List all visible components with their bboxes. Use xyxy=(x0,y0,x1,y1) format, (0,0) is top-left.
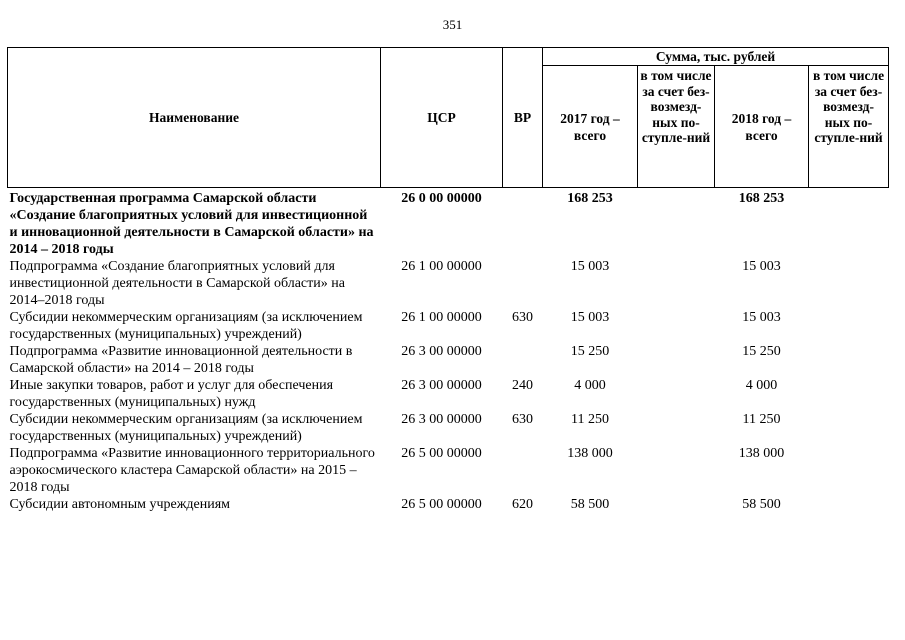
row-csr: 26 1 00 00000 xyxy=(401,259,482,274)
row-vr xyxy=(503,258,543,309)
row-2017-free xyxy=(638,343,715,377)
row-name: Субсидии некоммерческим организациям (за исключением государственных (муниципальных) учреждений) xyxy=(9,412,363,444)
row-csr: 26 3 00 00000 xyxy=(401,412,482,427)
column-header-sum-group: Сумма, тыс. рублей xyxy=(543,48,889,66)
budget-table xyxy=(7,47,889,513)
column-header-2017-free: в том числе за счет без-возмезд-ных по-ступле-ний xyxy=(638,66,715,188)
row-2018-total: 138 000 xyxy=(738,446,785,461)
row-csr: 26 0 00 00000 xyxy=(401,191,482,206)
row-csr: 26 5 00 00000 xyxy=(401,497,482,512)
row-2018-total: 15 003 xyxy=(742,259,781,274)
table-row xyxy=(8,411,889,445)
row-vr: 240 xyxy=(512,378,533,393)
table-header xyxy=(8,48,889,188)
row-2018-free xyxy=(809,343,889,377)
row-2017-total: 15 003 xyxy=(570,259,610,274)
row-2017-free xyxy=(638,496,715,513)
row-2018-free xyxy=(809,496,889,513)
row-2017-free xyxy=(638,258,715,309)
row-2018-free xyxy=(809,445,889,496)
row-name: Субсидии некоммерческим организациям (за исключением государственных (муниципальных) учреждений) xyxy=(9,310,363,342)
row-csr: 26 1 00 00000 xyxy=(401,310,482,325)
column-header-name: Наименование xyxy=(8,48,381,188)
table-row xyxy=(8,445,889,496)
row-vr: 630 xyxy=(512,310,533,325)
table-row xyxy=(8,343,889,377)
row-2018-total: 15 250 xyxy=(742,344,781,359)
row-2018-total: 11 250 xyxy=(742,412,781,427)
row-2017-free xyxy=(638,309,715,343)
table-row xyxy=(8,309,889,343)
row-name: Подпрограмма «Развитие инновационного территориального аэрокосмического кластера Самарской области» на 2015 – 2018 годы xyxy=(9,446,375,495)
row-vr: 620 xyxy=(512,497,533,512)
row-csr: 26 3 00 00000 xyxy=(401,344,482,359)
table-row xyxy=(8,496,889,513)
row-2018-free xyxy=(809,258,889,309)
table-row xyxy=(8,377,889,411)
row-2017-total: 11 250 xyxy=(571,412,609,427)
row-2017-free xyxy=(638,188,715,259)
row-2018-free xyxy=(809,309,889,343)
row-2017-free xyxy=(638,445,715,496)
column-header-2018-total: 2018 год – всего xyxy=(715,66,809,188)
row-2018-total: 4 000 xyxy=(745,378,778,393)
row-2017-free xyxy=(638,411,715,445)
row-name: Подпрограмма «Создание благоприятных условий для инвестиционной деятельности в Самарской области» на 2014–2018 годы xyxy=(9,259,345,308)
row-vr xyxy=(503,445,543,496)
row-2018-free xyxy=(809,411,889,445)
row-2018-total: 15 003 xyxy=(742,310,781,325)
row-vr xyxy=(503,188,543,259)
column-header-csr: ЦСР xyxy=(381,48,503,188)
table-row xyxy=(8,258,889,309)
row-2018-total: 58 500 xyxy=(742,497,781,512)
row-csr: 26 3 00 00000 xyxy=(401,378,482,393)
row-name: Иные закупки товаров, работ и услуг для обеспечения государственных (муниципальных) нужд xyxy=(9,378,334,410)
column-header-vr: ВР xyxy=(503,48,543,188)
column-header-2017-total: 2017 год – всего xyxy=(543,66,638,188)
row-name: Государственная программа Самарской области «Создание благоприятных условий для инвестиционной и инновационной деятельности в Самарской области» на 2014 – 2018 годы xyxy=(9,191,374,257)
row-vr: 630 xyxy=(512,412,533,427)
table-row xyxy=(8,188,889,259)
row-2017-total: 15 003 xyxy=(570,310,610,325)
row-2017-total: 4 000 xyxy=(574,378,606,393)
row-vr xyxy=(503,343,543,377)
row-2017-total: 15 250 xyxy=(570,344,610,359)
row-name: Субсидии автономным учреждениям xyxy=(9,497,231,512)
row-2017-total: 58 500 xyxy=(570,497,610,512)
row-2018-free xyxy=(809,188,889,259)
row-2017-total: 168 253 xyxy=(567,191,613,206)
column-header-2018-free: в том числе за счет без-возмезд-ных по-ступле-ний xyxy=(809,66,889,188)
row-2018-total: 168 253 xyxy=(738,191,785,206)
row-csr: 26 5 00 00000 xyxy=(401,446,482,461)
row-2017-free xyxy=(638,377,715,411)
row-2017-total: 138 000 xyxy=(567,446,613,461)
row-name: Подпрограмма «Развитие инновационной деятельности в Самарской области» на 2014 – 2018 годы xyxy=(9,344,353,376)
row-2018-free xyxy=(809,377,889,411)
page-number: 351 xyxy=(442,17,463,32)
table-body xyxy=(8,188,889,514)
